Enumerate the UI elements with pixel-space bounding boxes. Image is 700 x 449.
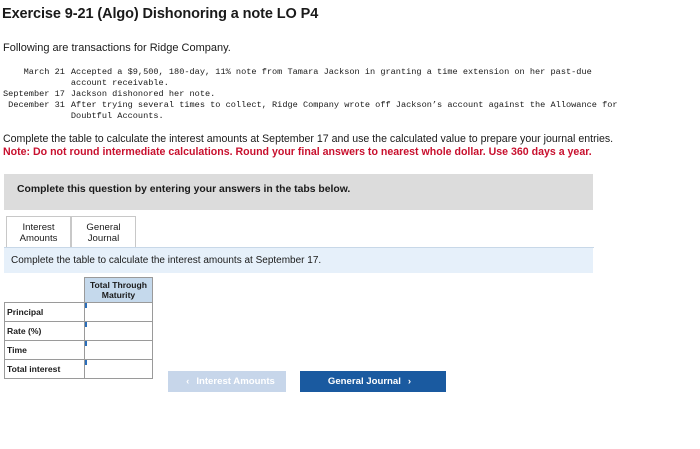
table-row [5, 322, 153, 341]
complete-question-banner [4, 174, 593, 210]
prev-interest-amounts-button[interactable] [168, 371, 286, 392]
prev-button-label: Interest Amounts [196, 376, 275, 387]
row-label-principal: Principal [5, 303, 85, 322]
transaction-row [3, 100, 618, 122]
table-header-row [5, 278, 153, 303]
chevron-right-icon: › [407, 376, 412, 387]
rounding-note: Note: Do not round intermediate calculations. Round your final answers to nearest whole dollar. Use 360 days a year. [3, 146, 592, 158]
intro-text: Following are transactions for Ridge Company. [3, 42, 231, 54]
table-row [5, 341, 153, 360]
total-interest-input-cell[interactable] [85, 360, 153, 379]
panel-header [4, 248, 593, 273]
table-row [5, 303, 153, 322]
tab-interest-amounts[interactable] [6, 216, 71, 249]
transaction-date: December 31 [8, 100, 65, 110]
transaction-row [3, 89, 618, 100]
interest-calculation-table [4, 277, 153, 379]
row-label-time: Time [5, 341, 85, 360]
transaction-date: September 17 [3, 89, 65, 99]
transaction-description: After trying several times to collect, Ridge Company wrote off Jackson’s account against the Allowance for Doubtful Accounts. [70, 100, 618, 121]
table-row [5, 360, 153, 379]
next-general-journal-button[interactable] [300, 371, 446, 392]
rate-input-cell[interactable] [85, 322, 153, 341]
transactions-table [3, 67, 618, 122]
panel-title: Complete the table to calculate the interest amounts at September 17. [11, 255, 322, 266]
complete-prompt: Complete this question by entering your answers in the tabs below. [17, 184, 351, 195]
row-label-rate: Rate (%) [5, 322, 85, 341]
column-header-total-through-maturity: Total Through Maturity [85, 278, 153, 303]
tab-general-journal[interactable] [71, 216, 136, 249]
chevron-left-icon: ‹ [186, 376, 190, 387]
time-input[interactable] [85, 341, 152, 359]
tab-label: Interest Amounts [19, 222, 58, 244]
transaction-row [3, 67, 618, 89]
transaction-description: Accepted a $9,500, 180-day, 11% note from Tamara Jackson in granting a time extension on her past-due account receivable. [70, 67, 592, 88]
instruction-text: Complete the table to calculate the interest amounts at September 17 and use the calculated value to prepare your journal entries. [3, 133, 614, 145]
row-label-total-interest: Total interest [5, 360, 85, 379]
time-input-cell[interactable] [85, 341, 153, 360]
table-corner [5, 278, 85, 303]
next-button-label: General Journal [327, 376, 401, 387]
total-interest-input[interactable] [85, 360, 152, 378]
tab-label: General Journal [86, 222, 121, 244]
transaction-description: Jackson dishonored her note. [70, 89, 216, 99]
rate-input[interactable] [85, 322, 152, 340]
transaction-date: March 21 [23, 67, 65, 77]
principal-input[interactable] [85, 303, 152, 321]
principal-input-cell[interactable] [85, 303, 153, 322]
page-title: Exercise 9-21 (Algo) Dishonoring a note LO P4 [2, 6, 319, 22]
